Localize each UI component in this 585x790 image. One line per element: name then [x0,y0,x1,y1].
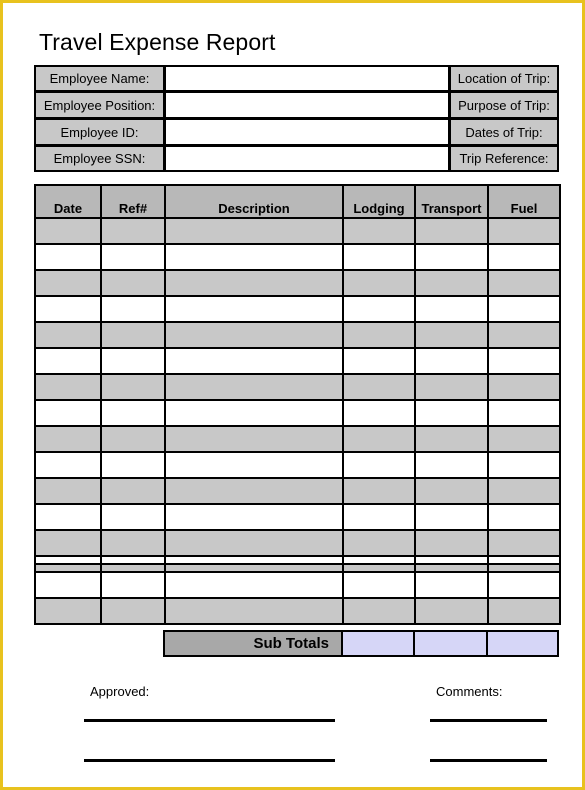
lodging-cell[interactable] [343,504,415,530]
description-cell[interactable] [165,374,343,400]
date-cell[interactable] [35,400,101,426]
description-cell[interactable] [165,598,343,624]
table-row [35,270,560,296]
ref-cell[interactable] [101,452,165,478]
transport-cell[interactable] [415,296,488,322]
table-row [35,572,560,598]
date-cell[interactable] [35,296,101,322]
approved-label: Approved: [90,684,150,699]
fuel-cell[interactable] [488,374,560,400]
lodging-cell[interactable] [343,572,415,598]
ref-cell[interactable] [101,296,165,322]
lodging-cell[interactable] [343,270,415,296]
approved-signature-line-2[interactable] [84,759,335,762]
ref-cell[interactable] [101,478,165,504]
employee-ssn-field[interactable] [164,145,450,172]
transport-cell[interactable] [415,400,488,426]
ref-cell[interactable] [101,564,165,572]
transport-cell[interactable] [415,504,488,530]
transport-cell[interactable] [415,270,488,296]
date-cell[interactable] [35,244,101,270]
table-row [35,598,560,624]
column-header-ref: Ref# [101,185,165,218]
ref-cell[interactable] [101,426,165,452]
employee-ssn-label: Employee SSN: [34,145,165,172]
date-cell[interactable] [35,530,101,556]
lodging-cell[interactable] [343,598,415,624]
date-cell[interactable] [35,270,101,296]
lodging-cell[interactable] [343,374,415,400]
fuel-cell[interactable] [488,426,560,452]
employee-info-grid [34,65,559,172]
fuel-cell[interactable] [488,598,560,624]
date-cell[interactable] [35,452,101,478]
date-cell[interactable] [35,478,101,504]
description-cell[interactable] [165,478,343,504]
table-row [35,478,560,504]
date-cell[interactable] [35,556,101,564]
table-row [35,426,560,452]
table-row [35,244,560,270]
lodging-cell[interactable] [343,556,415,564]
fuel-cell[interactable] [488,530,560,556]
table-row [35,530,560,556]
lodging-cell[interactable] [343,348,415,374]
column-header-description: Description [165,185,343,218]
transport-cell[interactable] [415,218,488,244]
column-header-lodging: Lodging [343,185,415,218]
purpose-of-trip-label: Purpose of Trip: [449,91,559,119]
trip-reference-label: Trip Reference: [449,145,559,172]
ref-cell[interactable] [101,270,165,296]
subtotals-label: Sub Totals [163,630,343,657]
ref-cell[interactable] [101,322,165,348]
table-row [35,564,560,572]
table-row [35,296,560,322]
description-cell[interactable] [165,452,343,478]
transport-cell[interactable] [415,598,488,624]
description-cell[interactable] [165,244,343,270]
table-row [35,556,560,564]
ref-cell[interactable] [101,374,165,400]
fuel-cell[interactable] [488,452,560,478]
lodging-cell[interactable] [343,322,415,348]
description-cell[interactable] [165,400,343,426]
fuel-cell[interactable] [488,218,560,244]
fuel-cell[interactable] [488,296,560,322]
lodging-cell[interactable] [343,452,415,478]
fuel-cell[interactable] [488,572,560,598]
transport-cell[interactable] [415,322,488,348]
date-cell[interactable] [35,348,101,374]
location-of-trip-label: Location of Trip: [449,65,559,92]
page-title: Travel Expense Report [39,29,276,55]
ref-cell[interactable] [101,348,165,374]
ref-cell[interactable] [101,244,165,270]
comments-label: Comments: [436,684,503,699]
date-cell[interactable] [35,598,101,624]
fuel-cell[interactable] [488,504,560,530]
table-header-row [35,185,560,218]
table-row [35,504,560,530]
transport-cell[interactable] [415,452,488,478]
lodging-cell[interactable] [343,400,415,426]
lodging-cell[interactable] [343,564,415,572]
date-cell[interactable] [35,564,101,572]
expense-table [34,184,559,625]
lodging-cell[interactable] [343,478,415,504]
ref-cell[interactable] [101,400,165,426]
approved-signature-line-1[interactable] [84,719,335,722]
description-cell[interactable] [165,322,343,348]
lodging-cell[interactable] [343,218,415,244]
transport-cell[interactable] [415,556,488,564]
date-cell[interactable] [35,572,101,598]
fuel-cell[interactable] [488,270,560,296]
description-cell[interactable] [165,296,343,322]
comments-line-1[interactable] [430,719,547,722]
description-cell[interactable] [165,348,343,374]
employee-position-label: Employee Position: [34,91,165,119]
lodging-cell[interactable] [343,296,415,322]
column-header-fuel: Fuel [488,185,560,218]
transport-cell[interactable] [415,572,488,598]
date-cell[interactable] [35,504,101,530]
ref-cell[interactable] [101,218,165,244]
lodging-cell[interactable] [343,530,415,556]
fuel-cell[interactable] [488,564,560,572]
transport-subtotal-field[interactable] [413,630,488,657]
dates-of-trip-label: Dates of Trip: [449,118,559,146]
date-cell[interactable] [35,322,101,348]
fuel-cell[interactable] [488,244,560,270]
subtotals-row [163,630,559,657]
description-cell[interactable] [165,218,343,244]
employee-position-field[interactable] [164,91,450,119]
transport-cell[interactable] [415,244,488,270]
ref-cell[interactable] [101,504,165,530]
description-cell[interactable] [165,426,343,452]
description-cell[interactable] [165,572,343,598]
table-row [35,218,560,244]
fuel-cell[interactable] [488,400,560,426]
fuel-cell[interactable] [488,348,560,374]
description-cell[interactable] [165,270,343,296]
employee-name-field[interactable] [164,65,450,92]
date-cell[interactable] [35,374,101,400]
lodging-cell[interactable] [343,244,415,270]
column-header-transport: Transport [415,185,488,218]
fuel-cell[interactable] [488,556,560,564]
ref-cell[interactable] [101,556,165,564]
transport-cell[interactable] [415,564,488,572]
employee-id-label: Employee ID: [34,118,165,146]
description-cell[interactable] [165,556,343,564]
table-row [35,400,560,426]
table-row [35,452,560,478]
fuel-subtotal-field[interactable] [486,630,559,657]
description-cell[interactable] [165,564,343,572]
date-cell[interactable] [35,218,101,244]
fuel-cell[interactable] [488,322,560,348]
transport-cell[interactable] [415,426,488,452]
column-header-date: Date [35,185,101,218]
table-row [35,374,560,400]
transport-cell[interactable] [415,348,488,374]
ref-cell[interactable] [101,572,165,598]
ref-cell[interactable] [101,530,165,556]
transport-cell[interactable] [415,374,488,400]
lodging-cell[interactable] [343,426,415,452]
table-row [35,348,560,374]
transport-cell[interactable] [415,530,488,556]
comments-line-2[interactable] [430,759,547,762]
description-cell[interactable] [165,530,343,556]
date-cell[interactable] [35,426,101,452]
employee-id-field[interactable] [164,118,450,146]
ref-cell[interactable] [101,598,165,624]
employee-name-label: Employee Name: [34,65,165,92]
description-cell[interactable] [165,504,343,530]
transport-cell[interactable] [415,478,488,504]
fuel-cell[interactable] [488,478,560,504]
lodging-subtotal-field[interactable] [341,630,415,657]
table-row [35,322,560,348]
